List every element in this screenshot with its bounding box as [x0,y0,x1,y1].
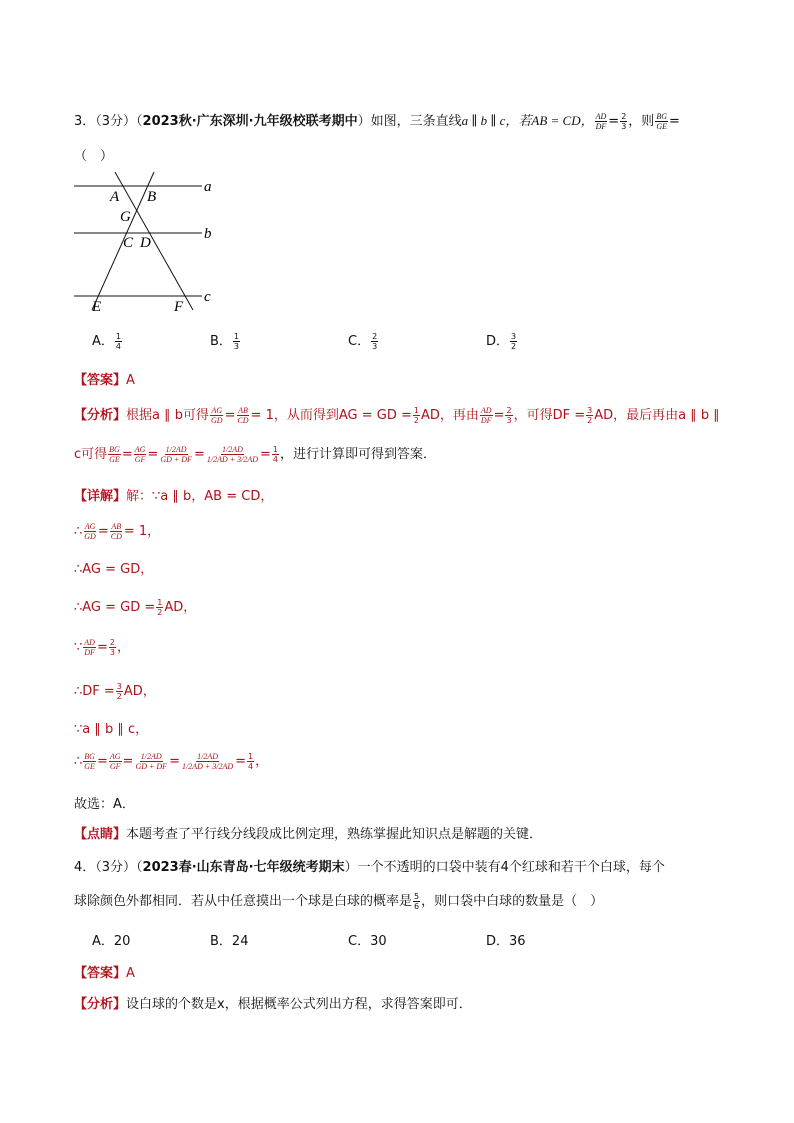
q3-detail-line1: ∴ $\frac{AG}{GD}$ = $\frac{AB}{CD}$ = 1， [74,522,161,541]
q3-detail-line6: ∵a ∥ b ∥ c， [74,722,149,737]
label-C: C [123,235,134,251]
q3-choice-b[interactable]: B． $\frac{1}{3}$ [210,332,240,351]
q3-ratio: $\frac{AD}{DF}$ [595,112,607,131]
q3-detail-line2: ∴AG = GD， [74,562,154,577]
label-a: a [204,179,212,195]
q3-asked-ratio: $\frac{BG}{GE}$ [656,112,667,131]
q3-stem-text: ）如图，三条直线 [357,114,462,129]
q3-figure [70,170,220,315]
q3-ratio-value: $\frac{2}{3}$ [621,112,627,131]
q4-stem-line1: 4．（3分）（2023春·山东青岛·七年级统考期末）一个不透明的口袋中装有4个红球和若干个白球，每个 [74,860,665,875]
q3-source: 2023秋·广东深圳·九年级校联考期中 [142,114,358,129]
q3-answer-paren: （ ） [74,149,114,164]
q3-analysis-line1: 【分析】根据a ∥ b可得 $\frac{AG}{GD}$ = $\frac{AB}{CD}$ = 1，从而得到AG = GD = $\frac{1}{2}$ AD，再由 $\frac{AD}{DF}$ = $\frac{2}{3}$ ，可得DF = $\frac{3}{2}$ AD，最后再由a ∥ b ∥ [74,406,720,425]
q4-answer: 【答案】A [74,966,135,981]
label-D: D [140,235,151,251]
q4-choice-b[interactable]: B．24 [210,934,249,949]
label-B: B [147,189,157,205]
q4-stem-line2: 球除颜色外都相同．若从中任意摸出一个球是白球的概率是 $\frac{5}{6}$ ，则口袋中白球的数量是（ ） [74,892,604,911]
q3-select: 故选：A． [74,797,135,812]
q3-detail-line4: ∵ $\frac{AD}{DF}$ = $\frac{2}{3}$ ， [74,638,130,657]
label-F: F [174,299,184,315]
label-G: G [120,209,131,225]
q3-analysis-line2: c可得 $\frac{BG}{GE}$ = $\frac{AG}{GF}$ = $\frac{1/2AD}{GD + DF}$ = $\frac{1/2AD}{1/2AD + 3/2AD}$ = $\frac{1}{4}$ ，进行计算即可得到答案． [74,445,437,464]
label-E: E [92,299,102,315]
label-c: c [204,289,211,305]
q3-number: 3．（3分）（ [74,114,143,129]
q3-detail-line3: ∴AG = GD = $\frac{1}{2}$ AD， [74,598,197,617]
q3-choice-a[interactable]: A． $\frac{1}{4}$ [92,332,121,351]
q3-condition: a ∥ b ∥ c，若AB = CD， [461,113,594,128]
q3-choice-c[interactable]: C． $\frac{2}{3}$ [348,332,378,351]
q4-analysis: 【分析】设白球的个数是x，根据概率公式列出方程，求得答案即可． [74,997,472,1012]
label-b: b [204,226,212,242]
q3-detail-line0: 【详解】解：∵a ∥ b，AB = CD， [74,489,274,504]
q3-answer [74,369,135,388]
q3-choice-d[interactable]: D． $\frac{3}{2}$ [486,332,517,351]
q3-detail-line7: ∴ $\frac{BG}{GE}$ = $\frac{AG}{GF}$ = $\frac{1/2AD}{GD + DF}$ = $\frac{1/2AD}{1/2AD + 3/2AD}$ = $\frac{1}{4}$ ， [74,752,269,771]
answer-value: A [126,373,135,388]
q4-choice-c[interactable]: C．30 [348,934,387,949]
q4-choice-a[interactable]: A．20 [92,934,131,949]
answer-tag: 【答案】 [74,373,127,388]
q3-detail-line5: ∴DF = $\frac{3}{2}$ AD， [74,682,156,701]
q3-comment: 【点睛】本题考查了平行线分线段成比例定理，熟练掌握此知识点是解题的关键． [74,827,543,842]
q3-stem-line1: 3．（3分）（2023秋·广东深圳·九年级校联考期中）如图，三条直线a ∥ b ∥ c，若AB = CD， $\frac{AD}{DF}$ = $\frac{2}{3}$ ，则 $\frac{BG}{GE}$ = [74,112,680,131]
q4-choice-d[interactable]: D．36 [486,934,526,949]
label-A: A [110,189,120,205]
